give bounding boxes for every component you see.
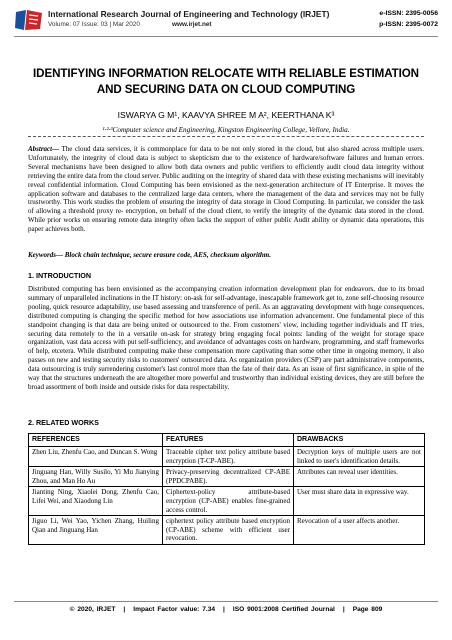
table-cell-drawback: User must share data in expressive way. bbox=[294, 487, 425, 516]
table-cell-reference: Jiguo Li, Wei Yao, Yichen Zhang, Huiling Qian and Jinguang Han bbox=[29, 516, 163, 545]
column-header-drawbacks: DRAWBACKS bbox=[294, 434, 425, 447]
keywords: Keywords— Block chain technique, secure erasure code, AES, checksum algorithm. bbox=[28, 251, 271, 259]
footer-impact-factor: Impact Factor value: 7.34 bbox=[133, 606, 216, 613]
column-header-features: FEATURES bbox=[163, 434, 294, 447]
author-affiliation: ¹·²·³Computer science and Engineering, Kingston Engineering College, Vellore, India. bbox=[102, 126, 350, 134]
footer-iso: ISO 9001:2008 Certified Journal bbox=[232, 606, 335, 613]
table-cell-feature: Privacy-preserving decentralized CP-ABE (PPDCPABE). bbox=[163, 467, 294, 487]
table-cell-feature: Traceable cipher text policy attribute based encryption (T-CP-ABE). bbox=[163, 447, 294, 467]
paper-title: IDENTIFYING INFORMATION RELOCATE WITH RELIABLE ESTIMATION AND SECURING DATA ON CLOUD COMPUTING bbox=[33, 67, 419, 96]
abstract bbox=[28, 145, 424, 234]
table-row bbox=[29, 487, 425, 516]
irjet-logo-icon bbox=[14, 8, 44, 32]
column-header-references: REFERENCES bbox=[29, 434, 163, 447]
journal-header bbox=[14, 8, 438, 34]
section-separator bbox=[28, 136, 424, 142]
introduction-text: Distributed computing has been envisioned as the accompanying creation information development plan for endeavors, due to its broad summary of unparalleled inclinations in the IT history: on-ask for self-advantage, inescapable framework get to, zone self-choosing resource pooling, quick resource adaptability, use based assessing and transference of peril. As an aggravating development with huge consequences, distributed computing is changing the specific method for how associations use information advancement. One fundamental piece of this standpoint changing is that data are being united or outsourced to the. From customers' view, including together individuals and IT tries, securing data remotely to the in a versatile on-ask for strategy bring engaging focal points: landing of the weight for storage space organization, vast data access with put self-sufficiency, and avoidance of advantages costs on hardware, programming, and staff frameworks of help, etcetera. While distributed computing make these compensation more captivating than some other time in ongoing memory, it also passes on new and testing security risks to customers' outsourced data. As organization providers (CSP) are part administrative components, data outsourcing is truly surrendering customer's last control more than the fate of their data. As an issue of first significance, in spite of the way that the structures underneath the are altogether more powerful and trustworthy than individual existing devices, they are still before the broad assortment of both inside and outside risks for data respectability. bbox=[28, 285, 424, 391]
volume-issue: Volume: 07 Issue: 03 | Mar 2020 bbox=[48, 21, 140, 28]
journal-title: International Research Journal of Engineering and Technology (IRJET) bbox=[48, 9, 330, 19]
footer-copyright: © 2020, IRJET bbox=[69, 606, 116, 613]
journal-meta bbox=[48, 21, 212, 28]
page-footer bbox=[14, 606, 438, 613]
table-row bbox=[29, 467, 425, 487]
paper-authors: ISWARYA G M¹, KAAVYA SHREE M A², KEERTHANA K³ bbox=[117, 110, 335, 120]
table-cell-reference: Jinguang Han, Willy Susilo, Yi Mu Jianying Zhou, and Man Ho Au bbox=[29, 467, 163, 487]
table-cell-feature: ciphertext policy attribute based encryption (CP-ABE) scheme with efficient user revocation. bbox=[163, 516, 294, 545]
introduction-heading: 1. INTRODUCTION bbox=[28, 271, 92, 280]
related-works-heading: 2. RELATED WORKS bbox=[28, 418, 99, 427]
e-issn: e-ISSN: 2395-0056 bbox=[379, 10, 438, 17]
table-row bbox=[29, 516, 425, 545]
table-header-row bbox=[29, 434, 425, 447]
table-cell-feature: Ciphertext-policy attribute-based encryption (CP-ABE) enables fine-grained access control. bbox=[163, 487, 294, 516]
table-cell-drawback: Decryption keys of multiple users are not linked to user's identification details. bbox=[294, 447, 425, 467]
footer-page-number: Page 809 bbox=[352, 606, 383, 613]
journal-url[interactable]: www.irjet.net bbox=[172, 21, 212, 28]
table-cell-drawback: Revocation of a user affects another. bbox=[294, 516, 425, 545]
table-cell-reference: Jianting Ning, Xiaolei Dong, Zhenfu Cao, Lifei Wei, and Xiaodong Lin bbox=[29, 487, 163, 516]
footer-separator: | bbox=[223, 606, 225, 613]
abstract-text: The cloud data services, it is commonplace for data to be not only stored in the cloud, but also shared across multiple users. Unfortunately, the integrity of cloud data is subject to skepticism due to the existence of hardware/software failures and human errors. Several mechanisms have been designed to allow both data owners and public verifiers to efficiently audit cloud data integrity without retrieving the entire data from the cloud server. Public auditing on the integrity of shared data with these existing mechanisms will inevitably reveal confidential information. Cloud Computing has been envisioned as the next-generation architecture of IT Enterprise. It moves the application software and databases to the centralized large data centers, where the management of the data and services may not be fully trustworthy. This work studies the problem of ensuring the integrity of data storage in Cloud Computing. In particular, we consider the task of allowing a threshold proxy re- encryption, on behalf of the cloud client, to verify the integrity of the dynamic data stored in the cloud. While prior works on ensuring remote data integrity often lacks the support of either public Audit ability or dynamic data operations, this paper achieves both. bbox=[28, 145, 424, 234]
header-divider bbox=[14, 36, 438, 37]
table-cell-drawback: Attributes can reveal user identities. bbox=[294, 467, 425, 487]
footer-divider bbox=[14, 601, 438, 602]
table-cell-reference: Zhen Liu, Zhenfu Cao, and Duncan S. Wong bbox=[29, 447, 163, 467]
abstract-label: Abstract— bbox=[28, 145, 60, 153]
footer-separator: | bbox=[123, 606, 126, 613]
p-issn: p-ISSN: 2395-0072 bbox=[379, 21, 438, 28]
table-row bbox=[29, 447, 425, 467]
related-works-table bbox=[28, 433, 425, 545]
footer-separator: | bbox=[342, 606, 345, 613]
